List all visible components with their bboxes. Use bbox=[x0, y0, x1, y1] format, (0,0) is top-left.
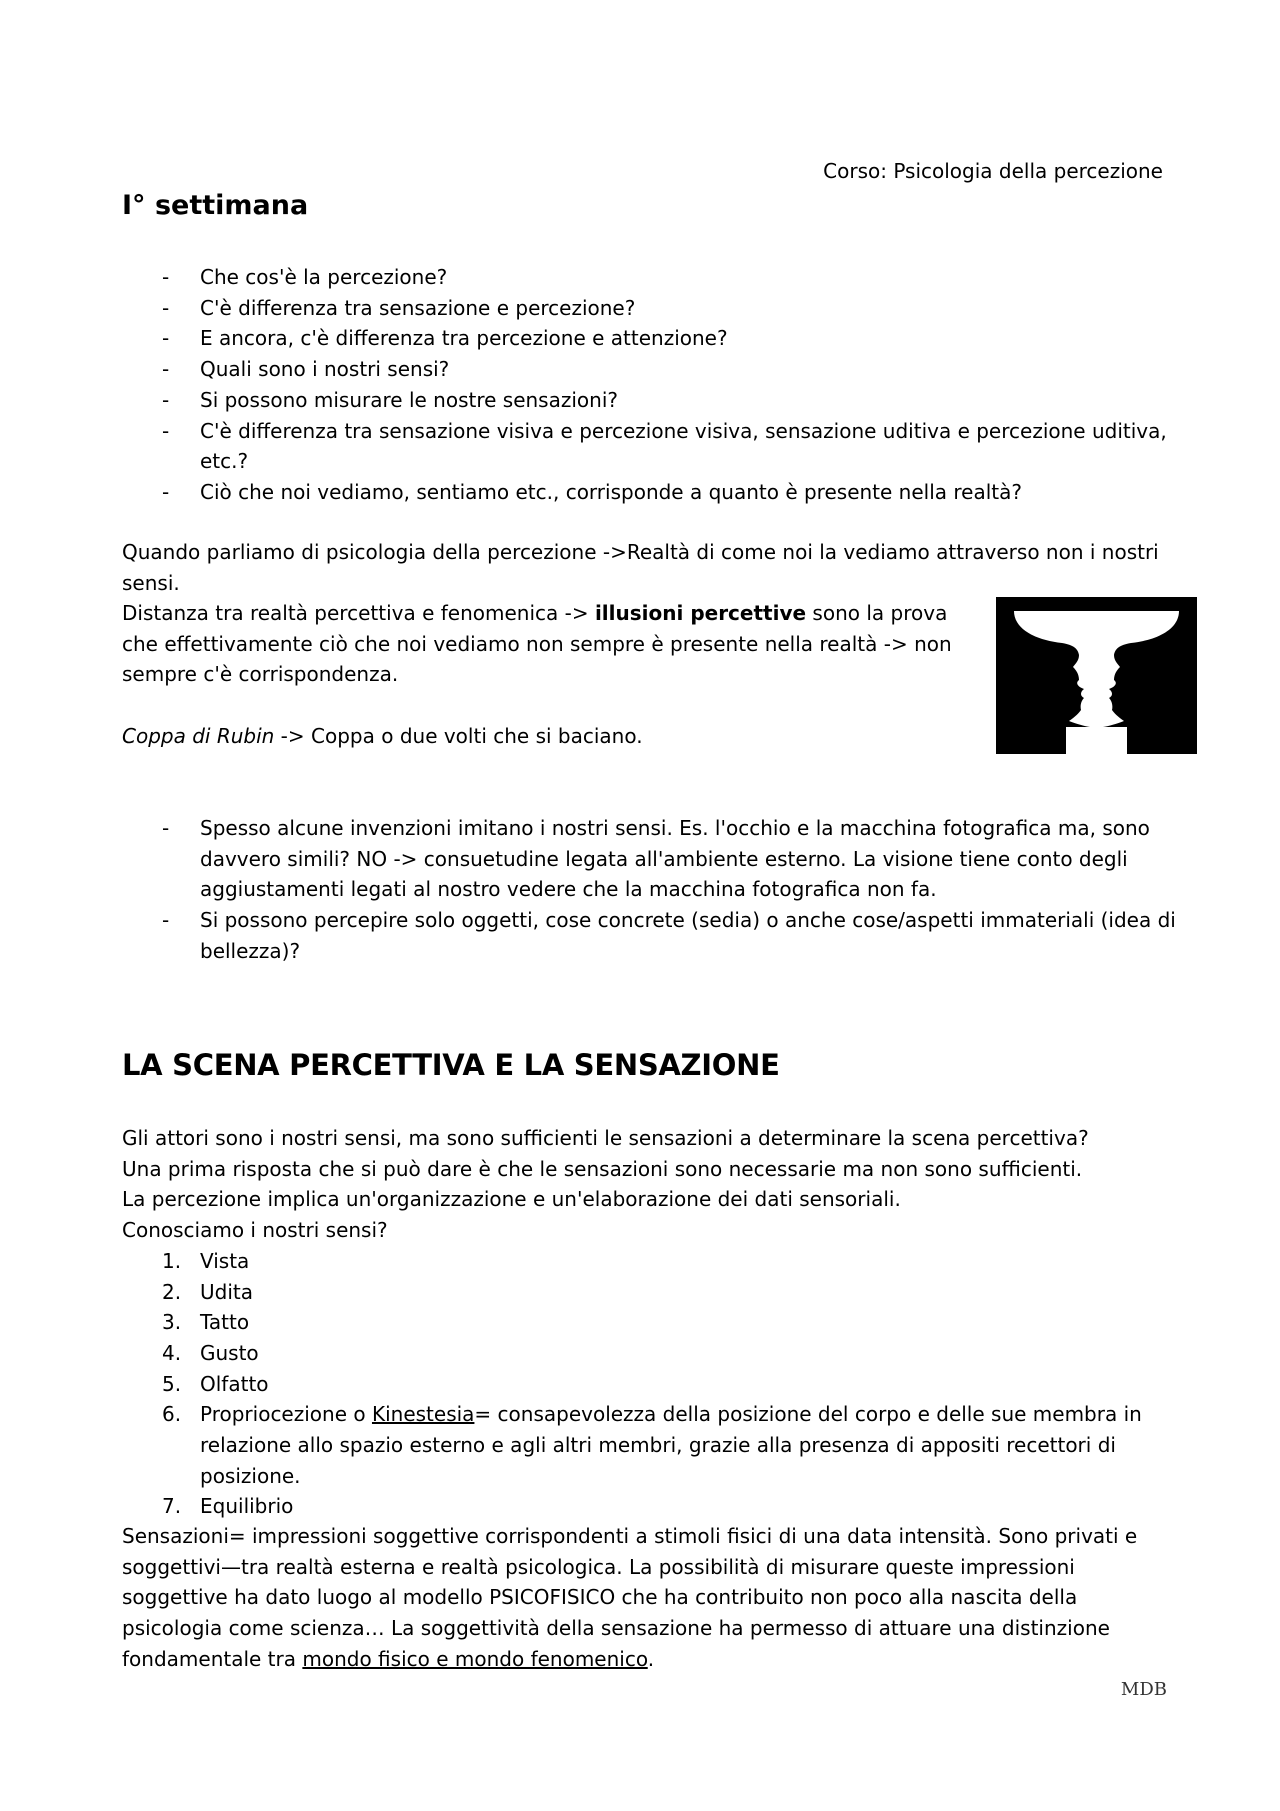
page-title: I° settimana bbox=[122, 190, 309, 221]
list-item: - Ciò che noi vediamo, sentiamo etc., corrisponde a quanto è presente nella realtà? bbox=[122, 477, 1182, 508]
sensations-end: . bbox=[647, 1646, 655, 1671]
list-item bbox=[122, 1369, 1182, 1400]
rubin-text: -> Coppa o due volti che si baciano. bbox=[274, 724, 643, 748]
list-item: - C'è differenza tra sensazione e percezione? bbox=[122, 293, 1182, 324]
sense-label: Gusto bbox=[200, 1340, 259, 1365]
scene-paragraph: Conosciamo i nostri sensi? bbox=[122, 1218, 388, 1243]
list-number: 2. bbox=[162, 1279, 182, 1304]
list-number: 1. bbox=[162, 1248, 182, 1273]
course-label: Corso: Psicologia della percezione bbox=[823, 159, 1163, 183]
senses-list bbox=[122, 1246, 1182, 1522]
sensations-text: Sensazioni= impressioni soggettive corrispondenti a stimoli fisici di una data intensità. Sono privati e soggettivi—tra realtà esterna e realtà psicologica. La possibilità di misurare queste impressioni soggettive ha dato luogo al modello PSICOFISICO che ha contribuito non poco alla nascita della psicologia come scienza… La soggettività della sensazione ha permesso di attuare una distinzione fondamentale tra bbox=[122, 1524, 1138, 1671]
intro-paragraph: Quando parliamo di psicologia della percezione ->Realtà di come noi la vediamo attraverso non i nostri sensi. bbox=[122, 540, 1159, 595]
list-number: 6. bbox=[162, 1402, 182, 1427]
list-item bbox=[122, 1491, 1182, 1522]
list-item: - Spesso alcune invenzioni imitano i nostri sensi. Es. l'occhio e la macchina fotografica ma, sono davvero simili? NO -> consuetudine legata all'ambiente esterno. La visione tiene conto degli aggiustamenti legati al nostro vedere che la macchina fotografica non fa. bbox=[122, 813, 1182, 905]
sense-label: Equilibrio bbox=[200, 1494, 294, 1519]
sense-label: Udita bbox=[200, 1279, 253, 1304]
vase-base bbox=[1066, 727, 1127, 754]
kinestesia-term: Kinestesia bbox=[371, 1402, 475, 1427]
list-number: 3. bbox=[162, 1310, 182, 1335]
illusion-paragraph bbox=[122, 598, 982, 690]
list-item bbox=[122, 1277, 1182, 1308]
sense-definition: = consapevolezza della posizione del corpo e delle sue membra in relazione allo spazio esterno e agli altri membri, grazie alla presenza di appositi recettori di posizione. bbox=[200, 1402, 1142, 1488]
list-item: - Che cos'è la percezione? bbox=[122, 262, 1182, 293]
questions-list bbox=[122, 262, 1182, 508]
scene-paragraph: La percezione implica un'organizzazione e un'elaborazione dei dati sensoriali. bbox=[122, 1187, 901, 1212]
section-title: LA SCENA PERCETTIVA E LA SENSAZIONE bbox=[122, 1048, 780, 1082]
list-item: - E ancora, c'è differenza tra percezione e attenzione? bbox=[122, 323, 1182, 354]
sense-label: Tatto bbox=[200, 1310, 250, 1335]
illusion-text-after: sono la prova che effettivamente ciò che noi vediamo non sempre è presente nella realtà -> non sempre c'è corrispondenza. bbox=[122, 601, 952, 687]
illusion-bold-term: illusioni percettive bbox=[594, 601, 807, 625]
list-item bbox=[122, 1338, 1182, 1369]
list-number: 5. bbox=[162, 1371, 182, 1396]
list-number: 4. bbox=[162, 1340, 182, 1365]
underlined-term: mondo fisico e mondo fenomenico bbox=[302, 1646, 648, 1671]
list-item: - Si possono misurare le nostre sensazioni? bbox=[122, 385, 1182, 416]
rubin-title: Coppa di Rubin bbox=[122, 724, 275, 748]
list-item bbox=[122, 1246, 1182, 1277]
list-number: 7. bbox=[162, 1494, 182, 1519]
list-item: - Quali sono i nostri sensi? bbox=[122, 354, 1182, 385]
rubin-vase-image bbox=[996, 597, 1197, 754]
list-item bbox=[122, 1399, 1182, 1491]
list-item: - Si possono percepire solo oggetti, cose concrete (sedia) o anche cose/aspetti immateriali (idea di bellezza)? bbox=[122, 905, 1182, 966]
scene-block bbox=[122, 1123, 1182, 1522]
sense-prefix: Propriocezione o bbox=[200, 1402, 372, 1427]
sense-label: Vista bbox=[200, 1248, 250, 1273]
list-item: - C'è differenza tra sensazione visiva e percezione visiva, sensazione uditiva e percezione uditiva, etc.? bbox=[122, 416, 1182, 477]
scene-paragraph: Una prima risposta che si può dare è che le sensazioni sono necessarie ma non sono sufficienti. bbox=[122, 1156, 1083, 1181]
scene-paragraph: Gli attori sono i nostri sensi, ma sono sufficienti le sensazioni a determinare la scena percettiva? bbox=[122, 1126, 1089, 1150]
sensations-paragraph bbox=[122, 1521, 1182, 1675]
list-item bbox=[122, 1307, 1182, 1338]
footer-initials: MDB bbox=[1120, 1679, 1167, 1700]
sense-label: Olfatto bbox=[200, 1371, 269, 1396]
inventions-list bbox=[122, 813, 1182, 967]
illusion-text-before: Distanza tra realtà percettiva e fenomenica -> bbox=[122, 601, 595, 625]
